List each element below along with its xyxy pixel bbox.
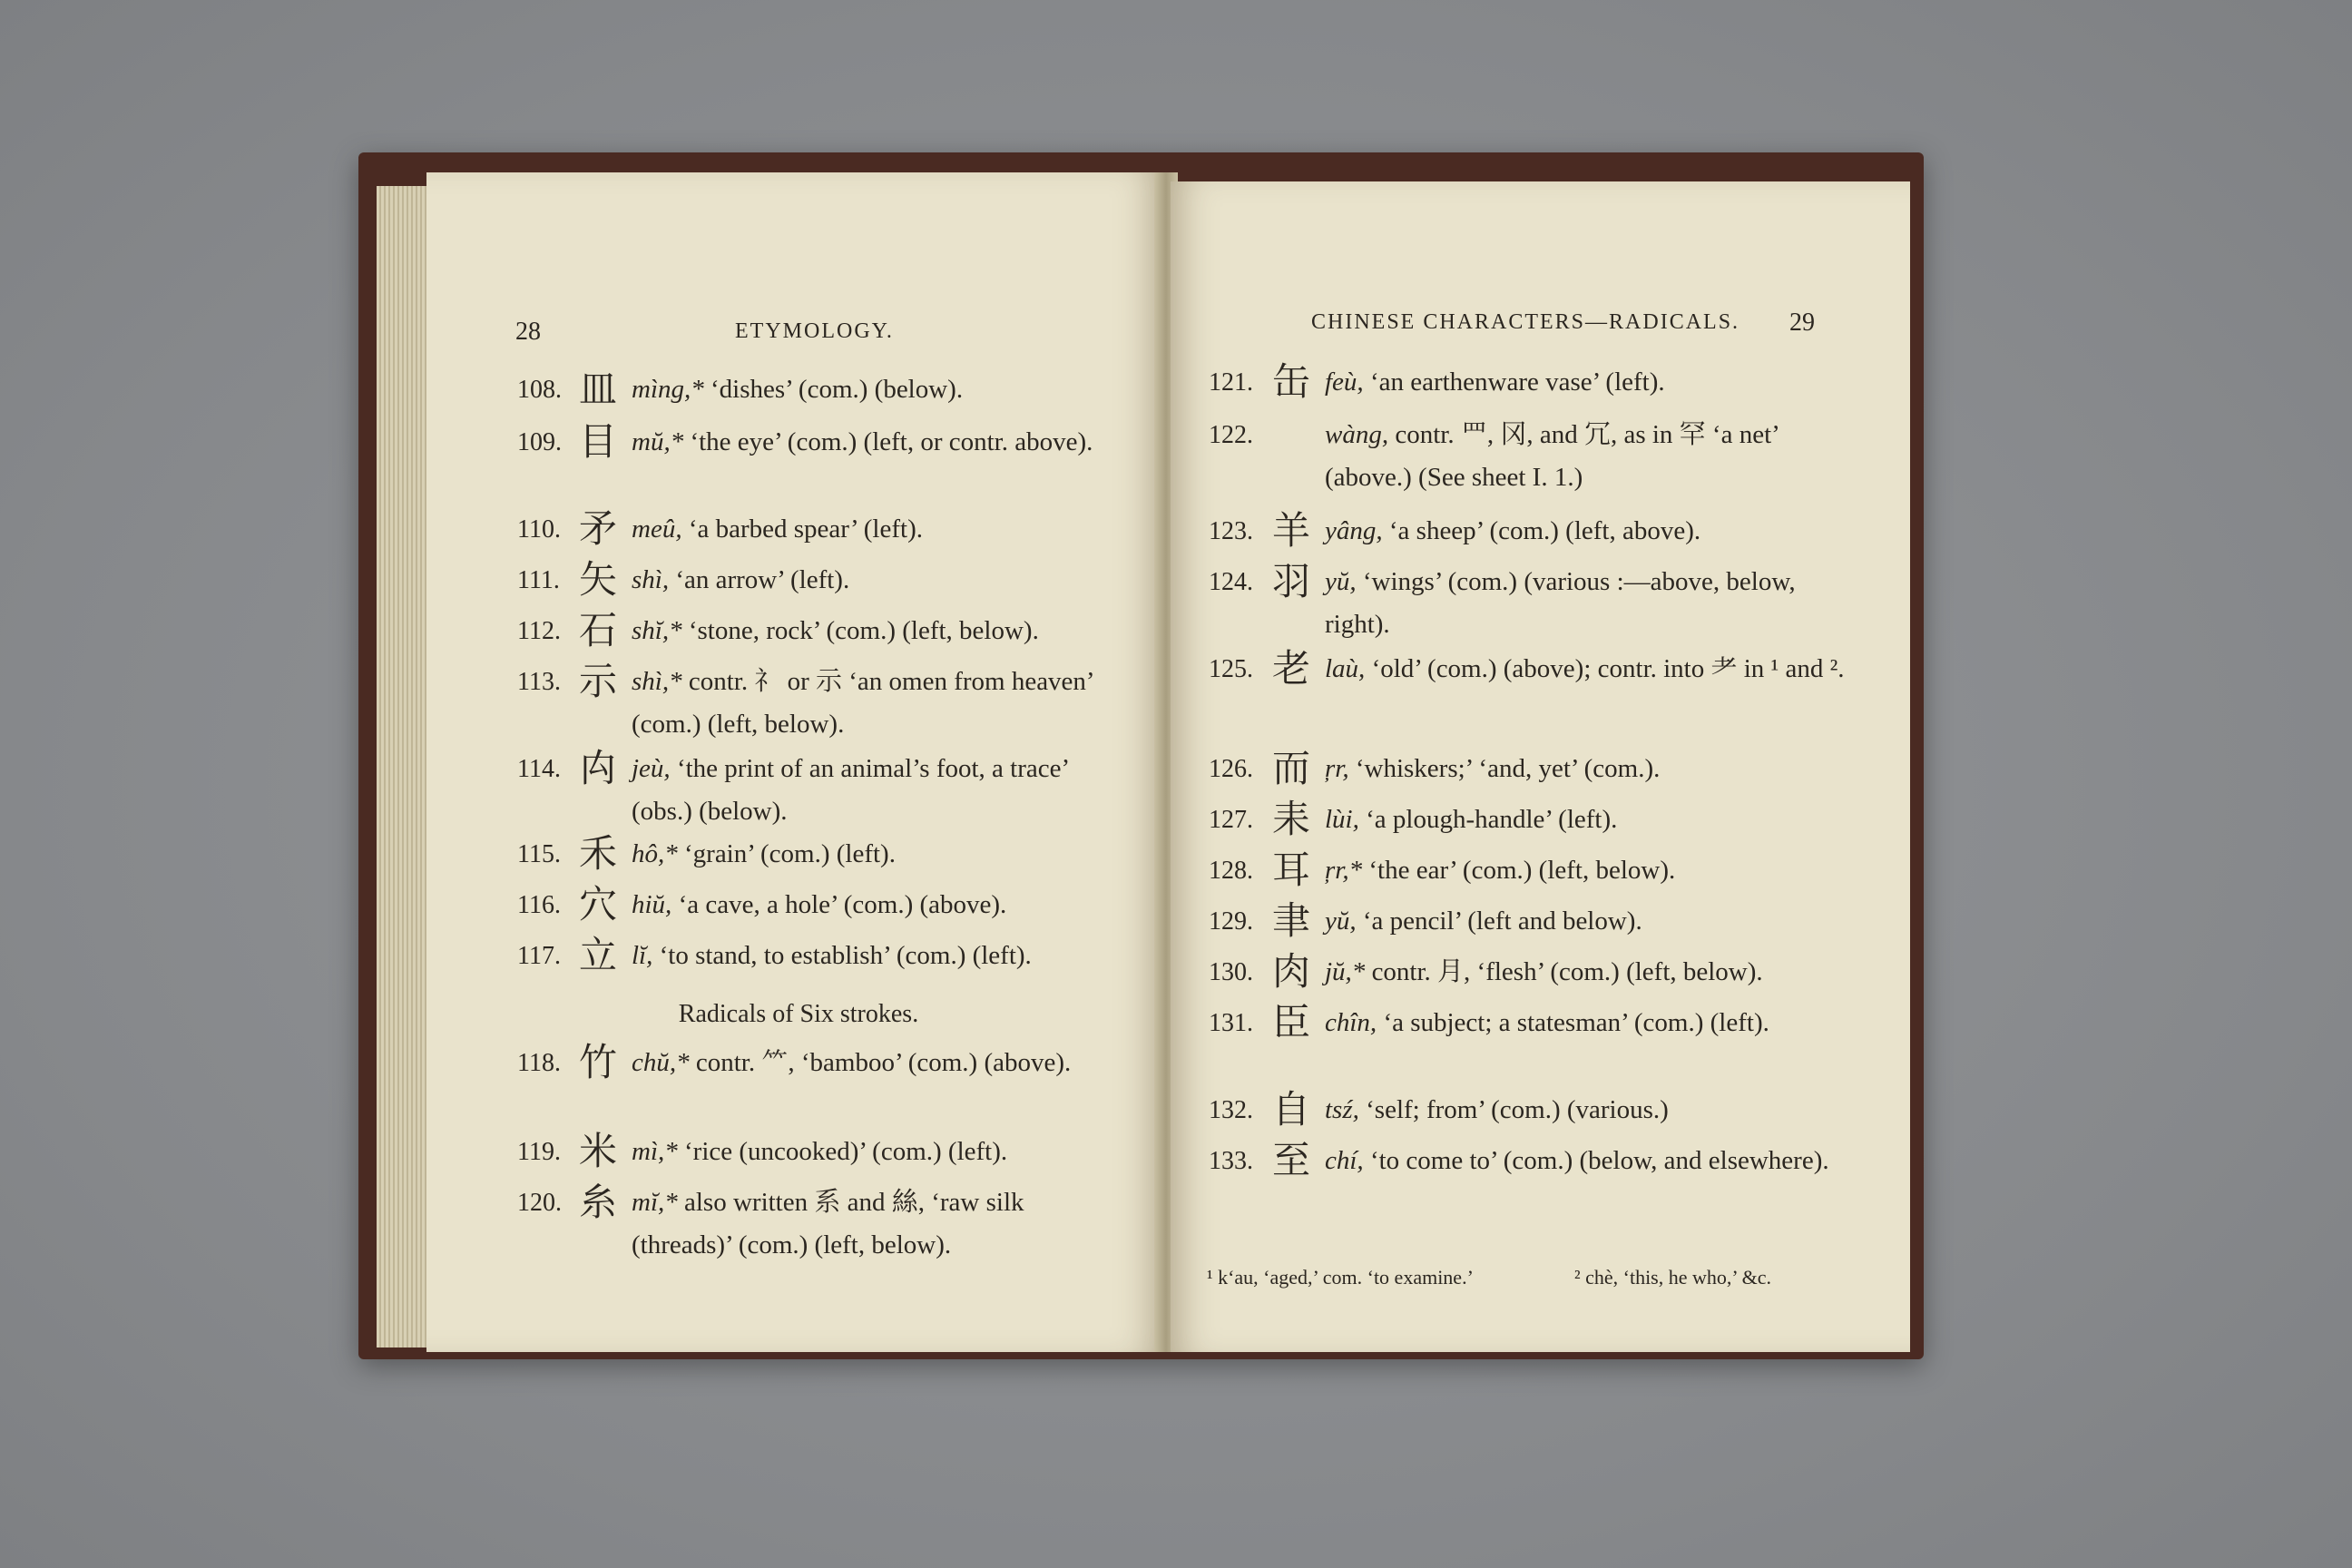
radical-character: 竹 xyxy=(579,1040,618,1084)
pronunciation: hiŭ, xyxy=(632,890,672,919)
entry-number: 117. xyxy=(517,942,561,970)
entry-text xyxy=(632,559,1117,602)
entry-number: 129. xyxy=(1209,907,1253,936)
running-head-right: CHINESE CHARACTERS—RADICALS. xyxy=(1311,310,1740,334)
definition: contr. 礻 or 示 ‘an omen from heaven’ (com.) (left, below). xyxy=(632,667,1093,739)
pronunciation: shì, xyxy=(632,565,670,594)
entry-text xyxy=(1325,900,1860,943)
pronunciation: lĭ, xyxy=(632,941,653,970)
definition: ‘an arrow’ (left). xyxy=(669,565,850,594)
entry-text xyxy=(1325,748,1860,790)
definition: ‘grain’ (com.) (left). xyxy=(677,839,896,868)
entry-text xyxy=(1325,361,1860,404)
radical-character: 目 xyxy=(579,419,618,464)
footnote-1: ¹ k‘au, ‘aged,’ com. ‘to examine.’ xyxy=(1207,1266,1474,1289)
definition: ‘a subject; a statesman’ (com.) (left). xyxy=(1377,1008,1769,1037)
entry-number: 112. xyxy=(517,617,561,645)
pronunciation: mìng,* xyxy=(632,375,704,404)
entry-text xyxy=(632,833,1117,876)
entry-text xyxy=(632,508,1117,551)
entry-text xyxy=(632,935,1117,977)
definition: ‘an earthenware vase’ (left). xyxy=(1363,368,1665,397)
entry-text xyxy=(1325,1089,1860,1132)
entry-text xyxy=(1325,849,1860,892)
definition: ‘dishes’ (com.) (below). xyxy=(703,375,964,404)
radical-character: 耒 xyxy=(1272,797,1311,841)
entry-text xyxy=(632,1181,1117,1267)
section-heading: Radicals of Six strokes. xyxy=(678,1000,919,1028)
pronunciation: ŗr,* xyxy=(1325,856,1363,885)
definition: ‘the eye’ (com.) (left, or contr. above). xyxy=(683,427,1093,456)
entry-text xyxy=(1325,561,1860,646)
entry-text xyxy=(1325,951,1860,994)
pronunciation: yâng, xyxy=(1325,516,1383,545)
radical-character: 矢 xyxy=(579,557,618,602)
definition: ‘the ear’ (com.) (left, below). xyxy=(1362,856,1676,885)
radical-character: 石 xyxy=(579,608,618,652)
definition: ‘a plough-handle’ (left). xyxy=(1358,805,1618,834)
definition: ‘the print of an animal’s foot, a trace’ (obs.) (below). xyxy=(632,754,1069,826)
entry-text xyxy=(1325,510,1860,553)
entry-text xyxy=(1325,648,1860,691)
entry-number: 121. xyxy=(1209,368,1253,397)
pronunciation: jŭ,* xyxy=(1325,957,1366,986)
pronunciation: hô,* xyxy=(632,839,678,868)
entry-number: 113. xyxy=(517,668,561,696)
entry-number: 131. xyxy=(1209,1009,1253,1037)
definition: contr. 月, ‘flesh’ (com.) (left, below). xyxy=(1365,957,1763,986)
entry-number: 115. xyxy=(517,840,561,868)
pronunciation: ŗr, xyxy=(1325,754,1349,783)
pronunciation: chí, xyxy=(1325,1146,1364,1175)
footnote-2: ² chè, ‘this, he who,’ &c. xyxy=(1574,1266,1771,1289)
pronunciation: wàng, xyxy=(1325,420,1389,449)
definition: contr. 罒, 冈, and 冗, as in 罕 ‘a net’ (above.) (See sheet I. 1.) xyxy=(1325,420,1779,492)
entry-number: 116. xyxy=(517,891,561,919)
definition: ‘a barbed spear’ (left). xyxy=(681,514,923,544)
radical-character: 聿 xyxy=(1272,898,1311,943)
left-page xyxy=(426,172,1161,1352)
pronunciation: shĭ,* xyxy=(632,616,682,645)
entry-number: 133. xyxy=(1209,1147,1253,1175)
radical-character: 皿 xyxy=(579,367,618,411)
entry-number: 128. xyxy=(1209,857,1253,885)
entry-text xyxy=(632,421,1117,464)
radical-character: 米 xyxy=(579,1129,618,1173)
entry-number: 119. xyxy=(517,1138,561,1166)
radical-character: 糸 xyxy=(579,1180,618,1224)
definition: also written 系 and 絲, ‘raw silk (threads)’ (com.) (left, below). xyxy=(632,1188,1024,1259)
entry-text xyxy=(1325,414,1860,499)
entry-number: 110. xyxy=(517,515,561,544)
radical-character: 示 xyxy=(579,659,618,703)
radical-character: 老 xyxy=(1272,646,1311,691)
pronunciation: jeù, xyxy=(632,754,671,783)
definition: ‘a cave, a hole’ (com.) (above). xyxy=(671,890,1007,919)
pronunciation: feù, xyxy=(1325,368,1364,397)
entry-number: 125. xyxy=(1209,655,1253,683)
pronunciation: tsź, xyxy=(1325,1095,1359,1124)
entry-text xyxy=(632,1131,1117,1173)
pronunciation: meû, xyxy=(632,514,682,544)
radical-character: 禸 xyxy=(579,746,618,790)
definition: ‘stone, rock’ (com.) (left, below). xyxy=(681,616,1039,645)
definition: ‘a pencil’ (left and below). xyxy=(1356,906,1642,936)
definition: ‘to come to’ (com.) (below, and elsewhere). xyxy=(1363,1146,1829,1175)
radical-character: 至 xyxy=(1272,1138,1311,1182)
entry-text xyxy=(632,748,1117,833)
pronunciation: mŭ,* xyxy=(632,427,684,456)
radical-character: 缶 xyxy=(1272,359,1311,404)
entry-number: 109. xyxy=(517,428,562,456)
definition: ‘a sheep’ (com.) (left, above). xyxy=(1382,516,1701,545)
entry-text xyxy=(1325,1002,1860,1044)
definition: ‘to stand, to establish’ (com.) (left). xyxy=(652,941,1032,970)
radical-character: 羽 xyxy=(1272,559,1311,603)
entry-number: 127. xyxy=(1209,806,1253,834)
pronunciation: yŭ, xyxy=(1325,567,1357,596)
radical-character: 臣 xyxy=(1272,1000,1311,1044)
pronunciation: yŭ, xyxy=(1325,906,1357,936)
pronunciation: mì,* xyxy=(632,1137,678,1166)
pronunciation: chŭ,* xyxy=(632,1048,690,1077)
radical-character: 而 xyxy=(1272,746,1311,790)
radical-character: 穴 xyxy=(579,882,618,926)
definition: ‘old’ (com.) (above); contr. into 耂 in ¹ and ². xyxy=(1365,654,1845,683)
entry-number: 130. xyxy=(1209,958,1253,986)
radical-character: 自 xyxy=(1272,1087,1311,1132)
entry-number: 111. xyxy=(517,566,560,594)
radical-character: 肉 xyxy=(1272,949,1311,994)
definition: ‘self; from’ (com.) (various.) xyxy=(1358,1095,1669,1124)
entry-number: 120. xyxy=(517,1189,562,1217)
definition: ‘wings’ (com.) (various :—above, below, right). xyxy=(1325,567,1796,639)
running-head-left: ETYMOLOGY. xyxy=(735,319,894,343)
entry-text xyxy=(632,1042,1117,1084)
page-number-left: 28 xyxy=(515,318,541,346)
pronunciation: chîn, xyxy=(1325,1008,1377,1037)
entry-number: 118. xyxy=(517,1049,561,1077)
pronunciation: lùi, xyxy=(1325,805,1359,834)
entry-number: 132. xyxy=(1209,1096,1253,1124)
radical-character: 耳 xyxy=(1272,848,1311,892)
page-number-right: 29 xyxy=(1789,309,1815,337)
pronunciation: shì,* xyxy=(632,667,682,696)
definition: ‘whiskers;’ ‘and, yet’ (com.). xyxy=(1348,754,1661,783)
entry-text xyxy=(632,610,1117,652)
entry-number: 122. xyxy=(1209,421,1253,449)
entry-number: 124. xyxy=(1209,568,1253,596)
pronunciation: mĭ,* xyxy=(632,1188,678,1217)
entry-number: 123. xyxy=(1209,517,1253,545)
entry-text xyxy=(632,884,1117,926)
entry-number: 126. xyxy=(1209,755,1253,783)
entry-number: 108. xyxy=(517,376,562,404)
definition: ‘rice (uncooked)’ (com.) (left). xyxy=(677,1137,1008,1166)
radical-character: 立 xyxy=(579,933,618,977)
radical-character: 羊 xyxy=(1272,508,1311,553)
entry-text xyxy=(1325,1140,1860,1182)
entry-text xyxy=(1325,799,1860,841)
right-page xyxy=(1171,181,1910,1352)
page-edges xyxy=(377,186,431,1348)
entry-text xyxy=(632,661,1117,746)
pronunciation: laù, xyxy=(1325,654,1366,683)
radical-character: 禾 xyxy=(579,831,618,876)
definition: contr. ⺮, ‘bamboo’ (com.) (above). xyxy=(689,1048,1072,1077)
entry-number: 114. xyxy=(517,755,561,783)
entry-text xyxy=(632,368,1117,411)
radical-character: 矛 xyxy=(579,506,618,551)
